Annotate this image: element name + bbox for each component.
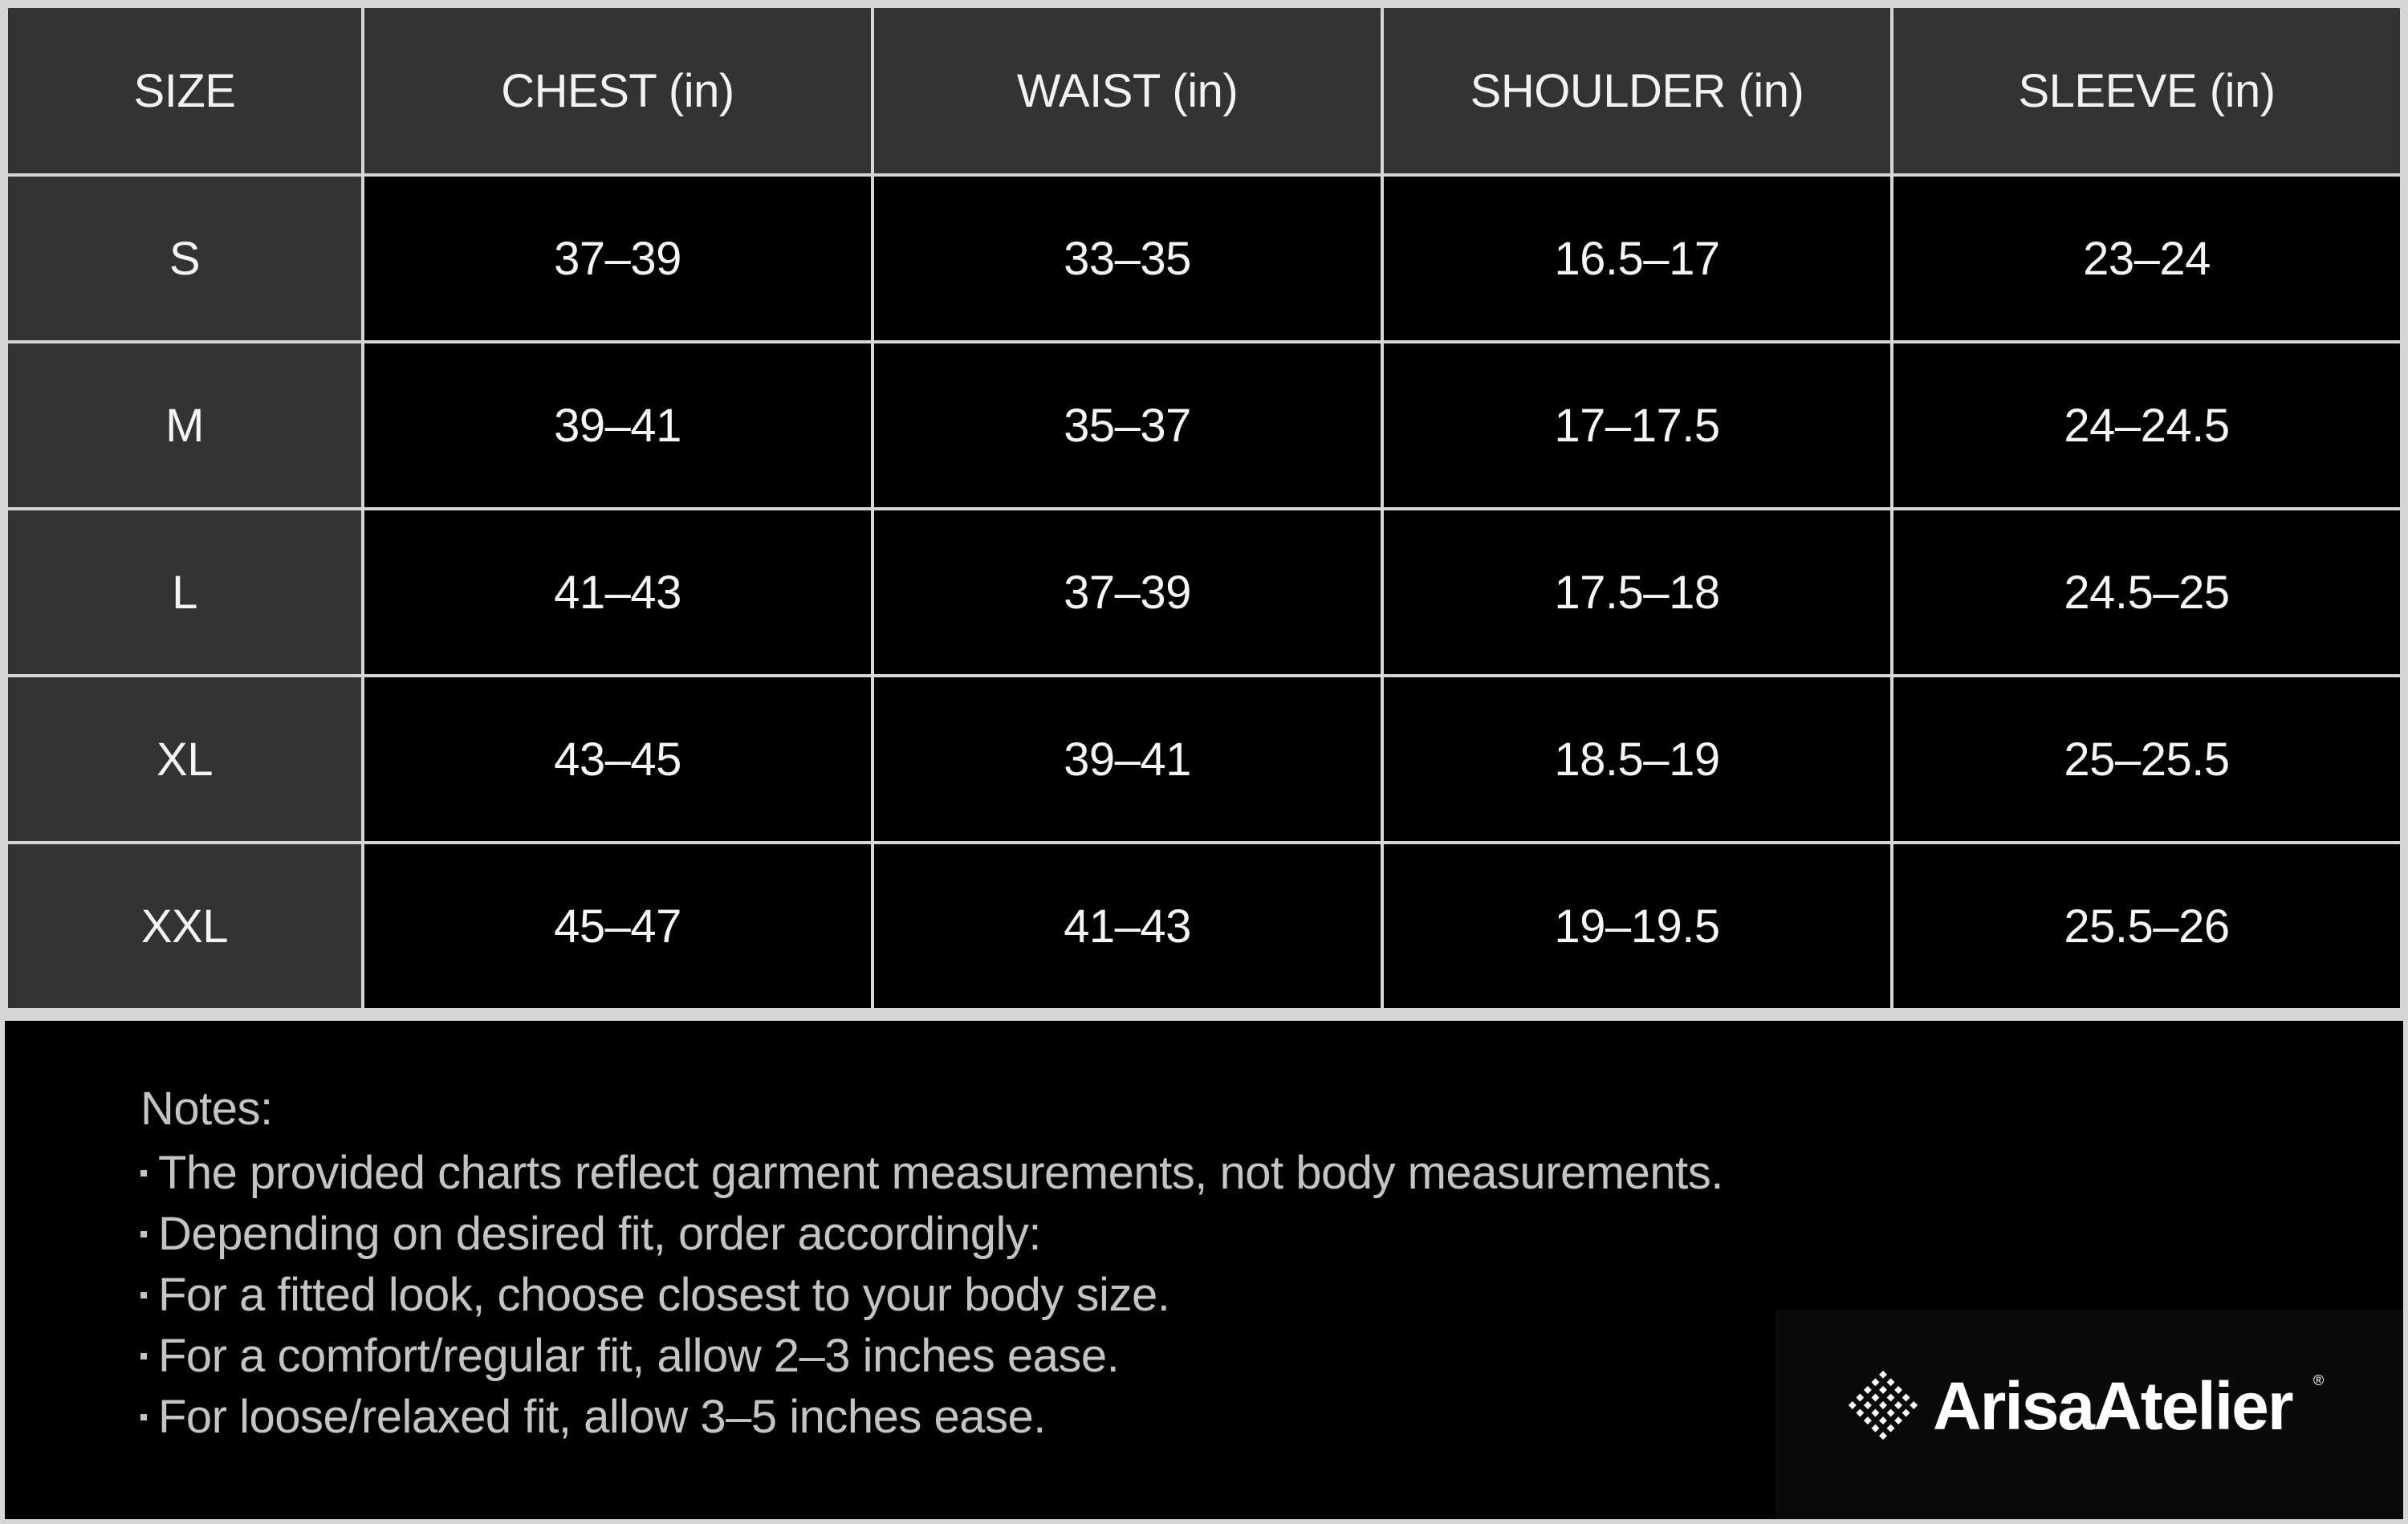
note-text: For loose/relaxed fit, allow 3–5 inches ease. <box>158 1391 1046 1443</box>
table-row <box>6 509 2402 676</box>
sleeve-value: 24–24.5 <box>1892 342 2402 509</box>
bullet-icon <box>140 1292 147 1298</box>
size-label: S <box>6 175 363 342</box>
header-chest: CHEST (in) <box>363 6 872 175</box>
sleeve-value: 25.5–26 <box>1892 843 2402 1010</box>
table-header-row <box>6 6 2402 175</box>
shoulder-value: 16.5–17 <box>1382 175 1892 342</box>
brand-name: ArisaAtelier <box>1933 1368 2292 1444</box>
table-row <box>6 175 2402 342</box>
bullet-icon <box>140 1353 147 1359</box>
note-item <box>140 1204 1723 1265</box>
brand-logo <box>1775 1310 2403 1519</box>
header-waist: WAIST (in) <box>872 6 1382 175</box>
shoulder-value: 17.5–18 <box>1382 509 1892 676</box>
size-chart-table <box>5 5 2403 1011</box>
shoulder-value: 19–19.5 <box>1382 843 1892 1010</box>
registered-mark: ® <box>2313 1372 2325 1388</box>
waist-value: 37–39 <box>872 509 1382 676</box>
waist-value: 33–35 <box>872 175 1382 342</box>
chest-value: 41–43 <box>363 509 872 676</box>
shoulder-value: 17–17.5 <box>1382 342 1892 509</box>
chest-value: 37–39 <box>363 175 872 342</box>
sleeve-value: 23–24 <box>1892 175 2402 342</box>
note-item <box>140 1143 1723 1204</box>
waist-value: 39–41 <box>872 676 1382 843</box>
size-label: XL <box>6 676 363 843</box>
sleeve-value: 25–25.5 <box>1892 676 2402 843</box>
chest-value: 39–41 <box>363 342 872 509</box>
table-row <box>6 843 2402 1010</box>
notes-title: Notes: <box>140 1083 273 1135</box>
table-row <box>6 676 2402 843</box>
note-text: The provided charts reflect garment measurements, not body measurements. <box>158 1147 1723 1199</box>
header-shoulder: SHOULDER (in) <box>1382 6 1892 175</box>
chest-value: 43–45 <box>363 676 872 843</box>
bullet-icon <box>140 1231 147 1237</box>
chest-value: 45–47 <box>363 843 872 1010</box>
waist-value: 35–37 <box>872 342 1382 509</box>
bullet-icon <box>140 1414 147 1420</box>
note-text: For a comfort/regular fit, allow 2–3 inches ease. <box>158 1330 1120 1382</box>
diamond-dot-grid-icon <box>1843 1365 1923 1445</box>
size-label: XXL <box>6 843 363 1010</box>
header-sleeve: SLEEVE (in) <box>1892 6 2402 175</box>
header-size: SIZE <box>6 6 363 175</box>
note-item <box>140 1326 1723 1387</box>
size-label: L <box>6 509 363 676</box>
bullet-icon <box>140 1170 147 1177</box>
shoulder-value: 18.5–19 <box>1382 676 1892 843</box>
sleeve-value: 24.5–25 <box>1892 509 2402 676</box>
waist-value: 41–43 <box>872 843 1382 1010</box>
note-item <box>140 1265 1723 1326</box>
notes-list <box>140 1143 1723 1448</box>
size-label: M <box>6 342 363 509</box>
note-text: Depending on desired fit, order accordingly: <box>158 1208 1041 1260</box>
table-row <box>6 342 2402 509</box>
note-item <box>140 1387 1723 1448</box>
note-text: For a fitted look, choose closest to your body size. <box>158 1269 1170 1321</box>
